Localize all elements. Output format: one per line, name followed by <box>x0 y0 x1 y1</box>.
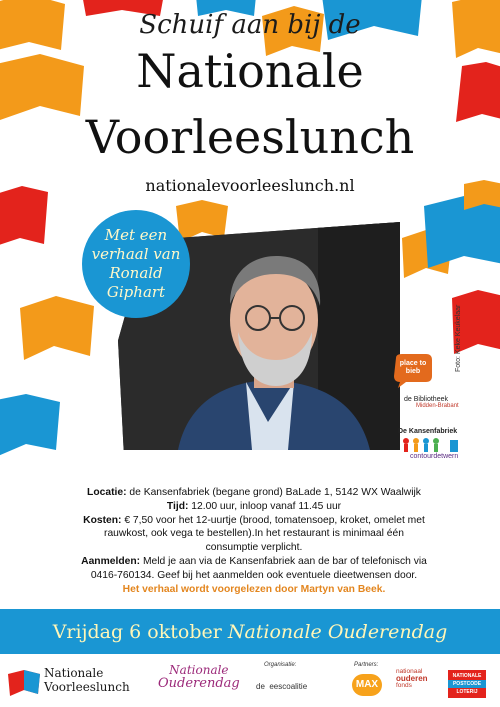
aanmelden-label: Aanmelden: <box>81 555 141 567</box>
info-locatie <box>78 486 430 500</box>
aanmelden-value: Meld je aan via de Kansenfabriek aan de bar of telefonisch via 0416-760134. Geef bij het aanmelden ook eventuele dieetwensen door. <box>90 555 427 581</box>
headline-intro: Schuif aan bij de <box>139 10 361 40</box>
info-kosten <box>78 514 430 555</box>
ouderenfonds-line-2: ouderen <box>396 674 428 683</box>
postcode-line-1: NATIONALE <box>452 673 482 679</box>
place-to-bieb-line-1: place to <box>399 360 427 367</box>
nvl-logo-text <box>44 666 130 694</box>
ouderendag-line-2: Ouderendag <box>158 676 240 691</box>
place-to-bieb-logo <box>392 354 434 388</box>
info-reader: Het verhaal wordt voorgelezen door Martyn van Beek. <box>122 583 386 595</box>
tijd-value: 12.00 uur, inloop vanaf 11.45 uur <box>188 500 342 512</box>
partners-label: Partners: <box>354 662 379 668</box>
ouderenfonds-logo <box>396 668 428 689</box>
bibliotheek-logo <box>404 396 459 409</box>
ouderendag-line-1: Nationale <box>169 663 229 677</box>
circle-line-1: Met een <box>104 226 168 244</box>
website-link[interactable]: nationalevoorleeslunch.nl <box>145 176 355 195</box>
book-shape-red-left <box>0 186 48 248</box>
banner-date: Vrijdag 6 oktober <box>52 620 222 643</box>
banner-event: Nationale Ouderendag <box>227 620 448 643</box>
max-logo: MAX <box>352 674 382 696</box>
locatie-value: de Kansenfabriek (begane grond) BaLade 1, 5142 WX Waalwijk <box>126 487 421 498</box>
book-shape-orange-left-mid <box>20 296 94 360</box>
contourdetwern-name: contourdetwern <box>410 453 459 460</box>
kosten-label: Kosten: <box>83 514 122 526</box>
info-tijd <box>78 500 430 514</box>
circle-line-3: Ronald <box>109 264 163 282</box>
headline-voorleeslunch: Voorleeslunch <box>85 110 415 164</box>
kansenfabriek-figures-icon <box>398 437 462 453</box>
ouderendag-logo <box>158 664 240 690</box>
leescoalitie-logo: de eescoalitie <box>256 682 308 691</box>
photo-credit: Foto: Keke Keukelaar <box>455 304 462 372</box>
nvl-line-1: Nationale <box>44 666 104 680</box>
book-shape-blue-left <box>0 394 60 456</box>
circle-line-4: Giphart <box>106 283 166 301</box>
postcode-line-3: LOTERIJ <box>456 689 478 695</box>
locatie-label: Locatie: <box>87 487 127 498</box>
bibliotheek-region: Midden-Brabant <box>416 403 459 409</box>
headline-nationale: Nationale <box>136 44 364 98</box>
ouderenfonds-line-1: nationaal <box>396 668 423 675</box>
organisatie-label: Organisatie: <box>264 662 297 668</box>
nvl-book-icon <box>8 670 40 696</box>
info-aanmelden <box>78 555 430 583</box>
bibliotheek-name: de Bibliotheek <box>404 396 448 403</box>
ouderenfonds-line-3: fonds <box>396 682 412 689</box>
tijd-label: Tijd: <box>166 500 189 512</box>
date-banner <box>0 609 500 654</box>
story-circle <box>82 210 190 318</box>
event-info <box>78 486 430 596</box>
postcode-line-2: POSTCODE <box>448 680 486 688</box>
footer-logos <box>0 654 500 707</box>
nvl-line-2: Voorleeslunch <box>44 680 130 694</box>
circle-line-2: verhaal van <box>91 245 181 263</box>
kosten-value: € 7,50 voor het 12-uurtje (brood, tomatensoep, kroket, omelet met rauwkost, ook vega te bestellen).In het restaurant is minimaal één consumptie verplicht. <box>104 514 425 554</box>
kansenfabriek-name: De Kansenfabriek <box>398 428 458 435</box>
postcode-loterij-logo <box>448 670 486 698</box>
kansenfabriek-logo <box>398 428 464 460</box>
place-to-bieb-line-2: bieb <box>405 368 421 375</box>
